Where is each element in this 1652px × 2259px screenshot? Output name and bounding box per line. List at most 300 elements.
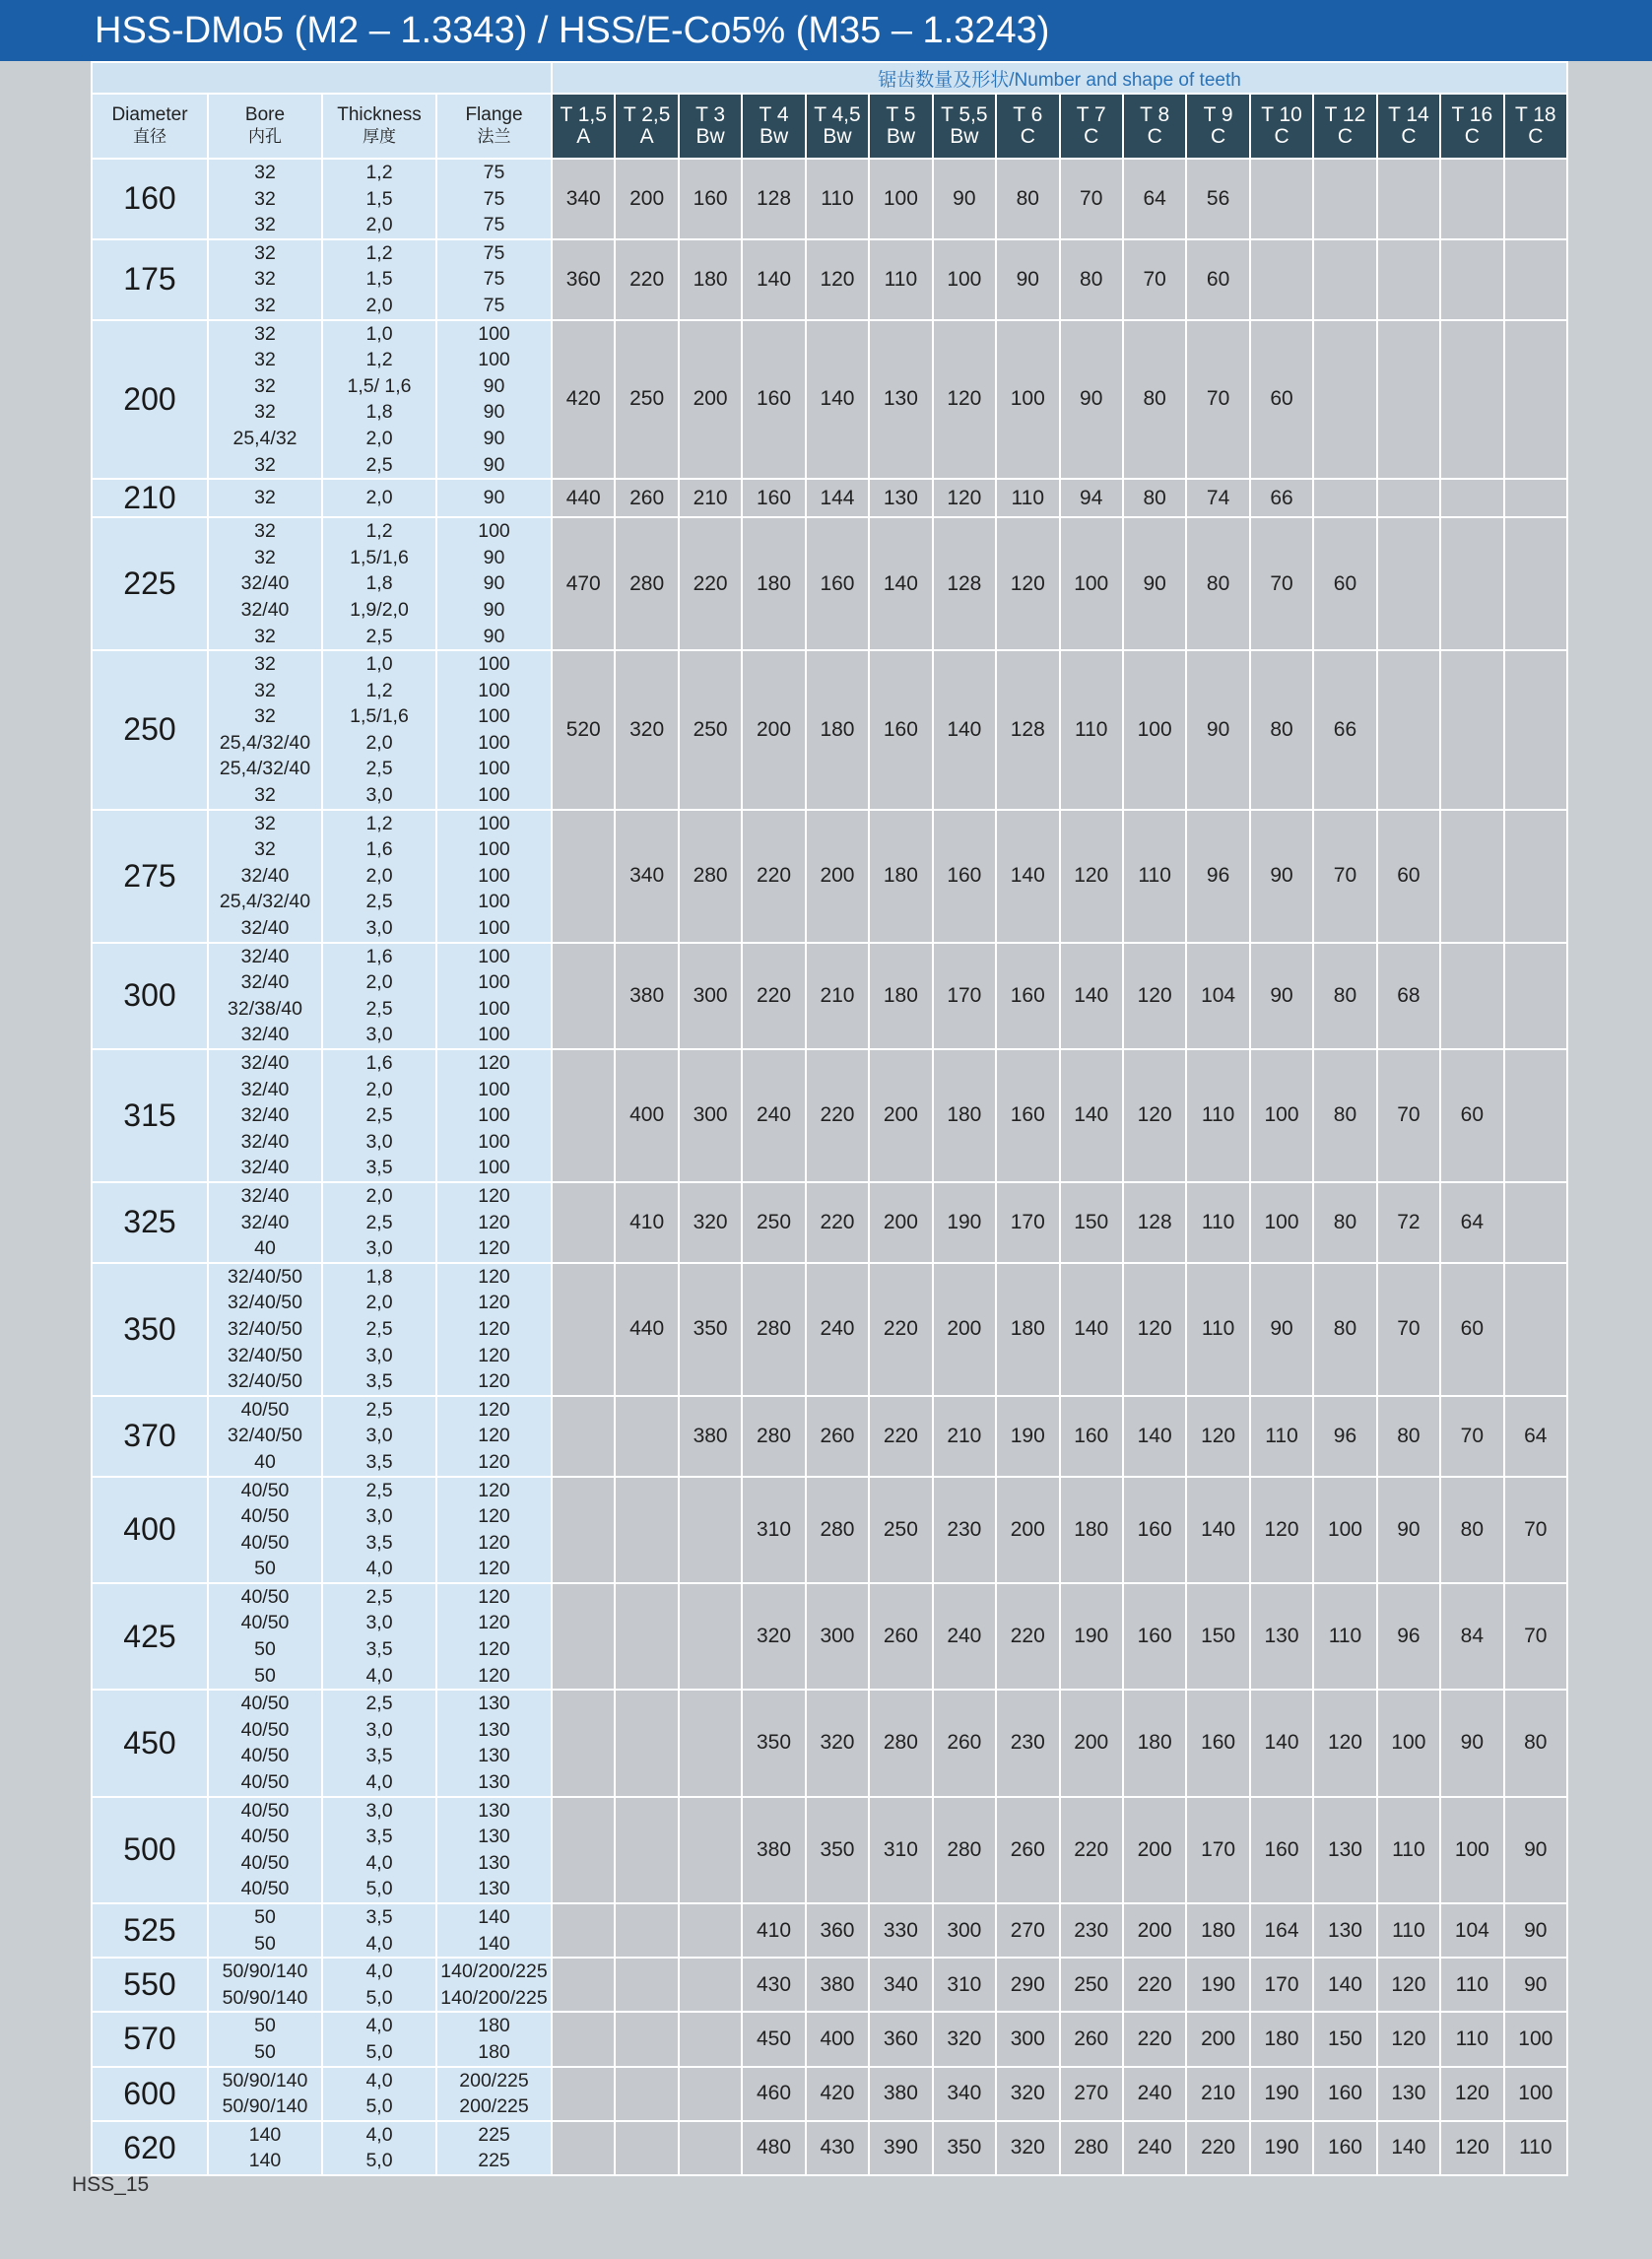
thickness-value: 2,0 [365,487,393,509]
bore-value: 25,4/32 [232,427,297,449]
bore-value: 50/90/140 [222,1960,308,1983]
teeth-count-cell: 96 [1313,1396,1376,1477]
teeth-count-cell: 140 [1123,1396,1186,1477]
flange-value: 120 [478,1265,510,1288]
teeth-count-cell [1440,479,1503,517]
bore-value: 40/50 [240,1745,290,1767]
flange-value: 130 [478,1718,510,1741]
teeth-count-cell: 160 [1313,2121,1376,2175]
teeth-count-cell: 70 [1250,517,1313,650]
teeth-count-cell [1377,517,1440,650]
tooth-header [615,94,678,159]
bore-value: 50 [254,1664,276,1687]
teeth-count-cell [679,1690,742,1796]
flange-value: 140 [478,1906,510,1928]
flange-value: 100 [478,1130,510,1153]
flange-value: 120 [478,1450,510,1473]
teeth-count-cell: 200 [1123,1903,1186,1958]
bore-value: 50/90/140 [222,1986,308,2009]
teeth-count-cell: 84 [1440,1583,1503,1690]
flange-value: 100 [478,1104,510,1127]
tooth-shape: C [1528,125,1544,148]
teeth-count-cell: 90 [1504,1958,1567,2012]
tooth-pitch: T 4,5 [814,103,861,126]
teeth-count-cell [1440,650,1503,810]
teeth-count-cell [1504,943,1567,1049]
thickness-value: 1,8 [365,1265,393,1288]
teeth-count-cell [615,1958,678,2012]
teeth-count-cell: 80 [1313,1049,1376,1182]
teeth-count-cell [1504,479,1567,517]
bore-value: 32 [254,349,276,371]
flange-value: 130 [478,1851,510,1874]
flange-value: 90 [483,546,505,568]
teeth-count-cell: 360 [552,239,615,320]
teeth-count-cell: 96 [1186,810,1249,943]
tooth-shape: Bw [950,125,979,148]
tooth-header [1123,94,1186,159]
table-row [92,943,1567,1049]
thickness-value: 1,0 [365,653,393,676]
thickness-value: 4,0 [365,1771,393,1794]
flange-cell [436,1903,552,1958]
bore-value: 32 [254,784,276,807]
tooth-shape: C [1337,125,1354,148]
bore-value: 32/40/50 [228,1344,302,1366]
bore-value: 40 [254,1237,276,1260]
thickness-cell [322,650,436,810]
flange-value: 90 [483,598,505,621]
teeth-count-cell: 200 [933,1263,996,1396]
teeth-count-cell: 380 [869,2067,932,2121]
tooth-pitch: T 5 [886,103,916,126]
teeth-count-cell: 160 [679,159,742,239]
teeth-count-cell: 120 [1377,2012,1440,2066]
flange-value: 100 [478,917,510,940]
teeth-count-cell: 240 [1123,2067,1186,2121]
thickness-value: 2,0 [365,971,393,994]
teeth-count-cell: 120 [1313,1690,1376,1796]
teeth-count-cell: 200 [1186,2012,1249,2066]
teeth-count-cell: 440 [615,1263,678,1396]
thickness-value: 2,0 [365,731,393,754]
thickness-value: 5,0 [365,2040,393,2063]
bore-value: 32 [254,374,276,397]
flange-value: 120 [478,1479,510,1501]
tooth-shape: C [1464,125,1480,148]
thickness-value: 4,0 [365,2123,393,2146]
teeth-count-cell: 380 [806,1958,869,2012]
teeth-count-cell [1377,650,1440,810]
diameter-cell: 370 [92,1396,208,1477]
flange-value: 120 [478,1612,510,1634]
teeth-count-cell: 110 [1440,2012,1503,2066]
teeth-count-cell: 110 [996,479,1059,517]
thickness-cell [322,2067,436,2121]
bore-value: 140 [248,2123,282,2146]
thickness-value: 3,5 [365,1638,393,1661]
bore-cell [208,159,322,239]
flange-header [436,94,552,159]
diameter-cell: 450 [92,1690,208,1796]
thickness-value: 1,2 [365,812,393,834]
tooth-header [869,94,932,159]
thickness-value: 2,5 [365,625,393,647]
thickness-cell [322,239,436,320]
teeth-count-cell: 260 [806,1396,869,1477]
teeth-count-cell: 200 [1060,1690,1123,1796]
flange-value: 100 [478,679,510,701]
tooth-header [996,94,1059,159]
bore-value: 32/40 [240,971,290,994]
teeth-table [91,61,1568,2176]
thickness-value: 4,0 [365,2069,393,2092]
teeth-count-cell: 280 [933,1797,996,1903]
bore-cell [208,943,322,1049]
bore-value: 32 [254,546,276,568]
tooth-pitch: T 4 [759,103,789,126]
teeth-count-cell: 410 [742,1903,805,1958]
teeth-count-cell: 390 [869,2121,932,2175]
diameter-cell: 570 [92,2012,208,2066]
teeth-count-cell: 220 [806,1049,869,1182]
teeth-count-cell: 380 [679,1396,742,1477]
bore-value: 32/40 [240,1157,290,1179]
teeth-count-cell: 120 [1123,943,1186,1049]
flange-value: 120 [478,1211,510,1233]
table-row [92,1182,1567,1263]
teeth-count-cell: 130 [869,479,932,517]
teeth-count-cell: 120 [1377,1958,1440,2012]
thickness-value: 2,5 [365,1479,393,1501]
bore-value: 50 [254,2040,276,2063]
teeth-count-cell: 250 [615,320,678,480]
bore-header-en: Bore [244,104,286,125]
bore-cell [208,239,322,320]
bore-value: 32/40/50 [228,1317,302,1340]
teeth-count-cell: 80 [1186,517,1249,650]
thickness-value: 2,5 [365,1693,393,1715]
teeth-count-cell: 64 [1504,1396,1567,1477]
bore-cell [208,1903,322,1958]
teeth-count-cell [1440,943,1503,1049]
teeth-count-cell: 64 [1440,1182,1503,1263]
teeth-count-cell [552,1690,615,1796]
teeth-count-cell [1504,1263,1567,1396]
flange-value: 140/200/225 [440,1960,548,1983]
table-row [92,650,1567,810]
table-row [92,1477,1567,1583]
flange-cell [436,1797,552,1903]
flange-value: 75 [483,241,505,264]
flange-cell [436,1182,552,1263]
tooth-shape: Bw [759,125,789,148]
teeth-count-cell: 140 [1060,1049,1123,1182]
teeth-count-cell [552,1958,615,2012]
bore-cell [208,479,322,517]
teeth-count-cell [615,1477,678,1583]
bore-value: 40/50 [240,1826,290,1848]
teeth-count-cell: 160 [1060,1396,1123,1477]
teeth-count-cell [679,1477,742,1583]
teeth-count-cell: 70 [1186,320,1249,480]
flange-value: 120 [478,1531,510,1554]
teeth-count-cell: 100 [933,239,996,320]
teeth-count-cell: 280 [742,1263,805,1396]
diameter-cell: 175 [92,239,208,320]
teeth-count-cell: 110 [1186,1263,1249,1396]
teeth-count-cell [552,1797,615,1903]
teeth-count-cell: 200 [1123,1797,1186,1903]
teeth-count-cell: 320 [933,2012,996,2066]
flange-value: 120 [478,1370,510,1393]
bore-value: 32 [254,453,276,476]
tooth-pitch: T 8 [1140,103,1170,126]
teeth-count-cell: 420 [552,320,615,480]
teeth-count-cell: 128 [996,650,1059,810]
teeth-count-cell: 460 [742,2067,805,2121]
table-row [92,1903,1567,1958]
bore-value: 32 [254,838,276,861]
table-row [92,1797,1567,1903]
thickness-value: 3,5 [365,1450,393,1473]
thickness-cell [322,1690,436,1796]
teeth-count-cell: 144 [806,479,869,517]
tooth-shape: C [1211,125,1226,148]
teeth-count-cell: 200 [615,159,678,239]
thickness-cell [322,1477,436,1583]
flange-value: 120 [478,1292,510,1314]
bore-value: 32 [254,241,276,264]
teeth-count-cell [1313,159,1376,239]
flange-value: 100 [478,653,510,676]
teeth-count-cell: 380 [742,1797,805,1903]
teeth-count-cell: 340 [615,810,678,943]
flange-value: 100 [478,997,510,1020]
flange-value: 75 [483,294,505,316]
teeth-count-cell: 140 [869,517,932,650]
bore-value: 32/40 [240,598,290,621]
teeth-count-cell [615,2067,678,2121]
teeth-count-cell: 160 [1123,1477,1186,1583]
bore-cell [208,1263,322,1396]
tooth-pitch: T 18 [1514,103,1556,126]
teeth-count-cell: 70 [1123,239,1186,320]
thickness-value: 1,2 [365,679,393,701]
teeth-count-cell: 240 [742,1049,805,1182]
teeth-count-cell: 230 [1060,1903,1123,1958]
teeth-count-cell [552,810,615,943]
flange-value: 140 [478,1932,510,1955]
teeth-count-cell [679,2012,742,2066]
tooth-shape: C [1401,125,1417,148]
flange-value: 100 [478,758,510,780]
teeth-count-cell [1504,159,1567,239]
teeth-count-cell: 120 [933,479,996,517]
teeth-count-cell [1377,239,1440,320]
flange-value: 120 [478,1638,510,1661]
teeth-count-cell [1377,479,1440,517]
teeth-count-cell: 200 [679,320,742,480]
flange-value: 225 [478,2150,510,2172]
thickness-value: 1,5/ 1,6 [347,374,412,397]
thickness-value: 3,0 [365,1505,393,1528]
bore-value: 50 [254,1638,276,1661]
flange-cell [436,2067,552,2121]
flange-value: 100 [478,784,510,807]
teeth-count-cell: 180 [679,239,742,320]
diameter-cell: 315 [92,1049,208,1182]
table-row [92,1263,1567,1396]
teeth-count-cell: 300 [996,2012,1059,2066]
teeth-count-cell: 110 [806,159,869,239]
flange-cell [436,1396,552,1477]
teeth-count-cell: 180 [1250,2012,1313,2066]
thickness-cell [322,517,436,650]
teeth-count-cell: 240 [806,1263,869,1396]
tooth-shape: A [576,125,591,148]
bore-value: 32/40 [240,864,290,887]
tooth-pitch: T 6 [1013,103,1043,126]
teeth-count-cell [1504,1049,1567,1182]
teeth-count-cell: 300 [806,1583,869,1690]
teeth-count-cell: 280 [742,1396,805,1477]
flange-value: 100 [478,1024,510,1046]
diameter-cell: 300 [92,943,208,1049]
tooth-pitch: T 7 [1076,103,1106,126]
thickness-value: 5,0 [365,2150,393,2172]
flange-cell [436,1263,552,1396]
teeth-count-cell: 66 [1250,479,1313,517]
teeth-count-cell: 90 [996,239,1059,320]
teeth-count-cell: 90 [1504,1903,1567,1958]
bore-value: 40/50 [240,1799,290,1822]
teeth-count-cell: 150 [1060,1182,1123,1263]
thickness-value: 3,5 [365,1826,393,1848]
teeth-count-cell: 420 [806,2067,869,2121]
bore-value: 140 [248,2150,282,2172]
teeth-count-cell: 68 [1377,943,1440,1049]
teeth-count-cell: 210 [679,479,742,517]
teeth-count-cell: 160 [1123,1583,1186,1690]
tooth-header [1440,94,1503,159]
bore-value: 32 [254,401,276,424]
teeth-count-cell [1504,650,1567,810]
teeth-count-cell [1440,517,1503,650]
table-row [92,159,1567,239]
teeth-count-cell: 180 [1060,1477,1123,1583]
diameter-cell: 525 [92,1903,208,1958]
teeth-count-cell: 100 [1440,1797,1503,1903]
bore-cell [208,1049,322,1182]
thickness-value: 2,0 [365,427,393,449]
teeth-count-cell: 320 [806,1690,869,1796]
teeth-count-cell: 64 [1123,159,1186,239]
bore-cell [208,1583,322,1690]
thickness-cell [322,2121,436,2175]
bore-value: 32/40 [240,1211,290,1233]
bore-cell [208,517,322,650]
thickness-value: 3,0 [365,1425,393,1447]
teeth-count-cell: 230 [996,1690,1059,1796]
flange-value: 90 [483,625,505,647]
bore-value: 32 [254,679,276,701]
bore-value: 32/40 [240,1130,290,1153]
flange-value: 100 [478,731,510,754]
teeth-count-cell: 140 [742,239,805,320]
teeth-count-cell: 180 [869,943,932,1049]
thickness-value: 3,0 [365,784,393,807]
teeth-count-cell: 220 [679,517,742,650]
teeth-count-cell: 160 [996,1049,1059,1182]
tooth-shape: C [1020,125,1035,148]
teeth-count-cell: 220 [1123,2012,1186,2066]
flange-value: 130 [478,1771,510,1794]
teeth-count-cell [1504,1182,1567,1263]
table-row [92,517,1567,650]
bore-cell [208,2012,322,2066]
bore-value: 32/40 [240,1104,290,1127]
flange-value: 100 [478,1078,510,1100]
thickness-value: 3,0 [365,1718,393,1741]
bore-value: 32/40/50 [228,1370,302,1393]
teeth-count-cell [1377,159,1440,239]
thickness-value: 4,0 [365,1932,393,1955]
teeth-count-cell: 140 [1313,1958,1376,2012]
flange-cell [436,517,552,650]
thickness-value: 1,9/2,0 [350,598,409,621]
flange-value: 90 [483,374,505,397]
flange-value: 225 [478,2123,510,2146]
teeth-count-cell: 260 [1060,2012,1123,2066]
thickness-value: 1,6 [365,945,393,967]
teeth-count-cell: 110 [1250,1396,1313,1477]
teeth-count-cell: 280 [615,517,678,650]
teeth-count-cell: 110 [1186,1182,1249,1263]
teeth-count-cell: 280 [679,810,742,943]
teeth-count-cell: 280 [869,1690,932,1796]
tooth-pitch: T 10 [1261,103,1302,126]
flange-value: 100 [478,971,510,994]
flange-cell [436,650,552,810]
diameter-cell: 620 [92,2121,208,2175]
thickness-value: 4,0 [365,1851,393,1874]
teeth-count-cell: 220 [1123,1958,1186,2012]
thickness-value: 3,0 [365,1344,393,1366]
bore-value: 32/40 [240,1184,290,1207]
tooth-pitch: T 2,5 [623,103,671,126]
bore-value: 40/50 [240,1718,290,1741]
teeth-count-cell: 90 [1060,320,1123,480]
teeth-count-cell: 220 [806,1182,869,1263]
teeth-count-cell: 70 [1060,159,1123,239]
bore-cell [208,2067,322,2121]
bore-value: 50 [254,2015,276,2037]
thickness-value: 3,0 [365,1799,393,1822]
teeth-count-cell: 220 [615,239,678,320]
flange-cell [436,239,552,320]
thickness-cell [322,943,436,1049]
tooth-pitch: T 9 [1203,103,1233,126]
thickness-cell [322,1049,436,1182]
teeth-count-cell: 120 [806,239,869,320]
flange-cell [436,320,552,480]
tooth-header [1186,94,1249,159]
table-row [92,2121,1567,2175]
bore-value: 40/50 [240,1585,290,1608]
flange-cell [436,479,552,517]
teeth-count-cell: 260 [996,1797,1059,1903]
